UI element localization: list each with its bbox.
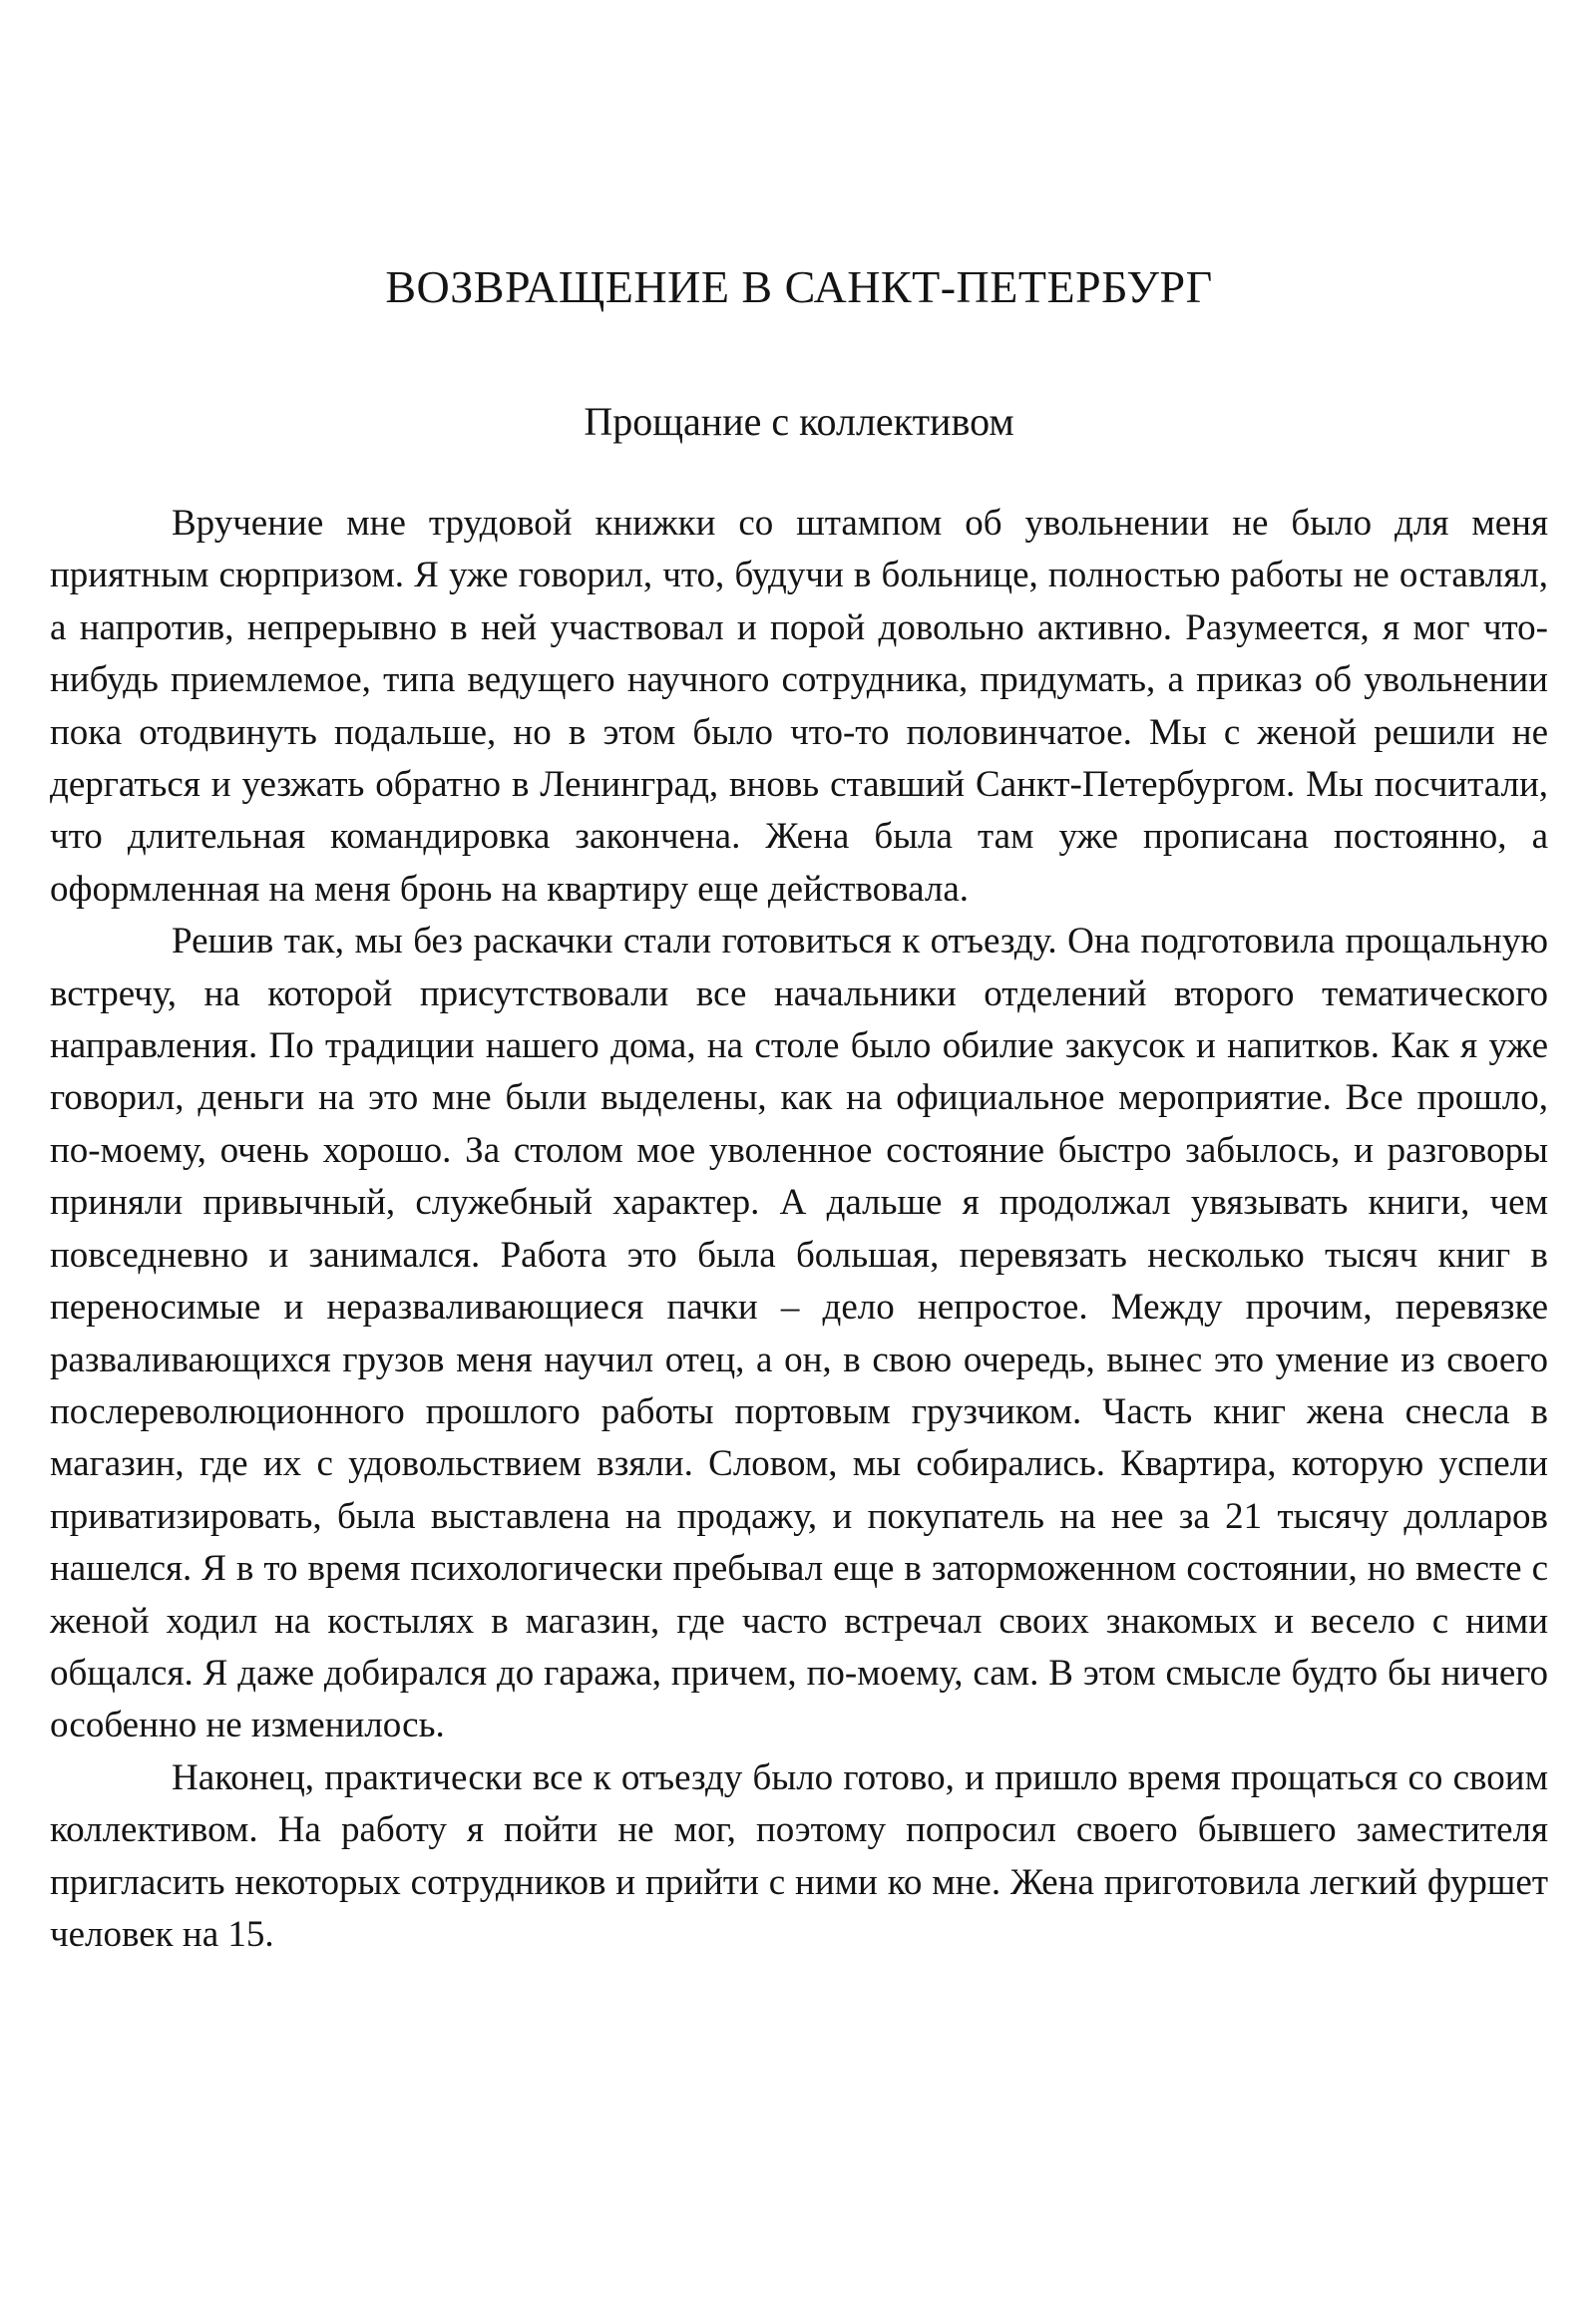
book-page [50,0,1548,2311]
section-title: Прощание с коллективом [584,399,1014,444]
paragraph-1: Вручение мне трудовой книжки со штампом об увольнении не было для меня приятным сюрпризом. Я уже говорил, что, будучи в больнице, полностью работы не оставлял, а напротив, непрерывно в ней участвовал и порой довольно активно. Разумеется, я мог что-нибудь приемлемое, типа ведущего научного сотрудника, придумать, а приказ об увольнении пока отодвинуть подальше, но в этом было что-то половинчатое. Мы с женой решили не дергаться и уезжать обратно в Ленинград, вновь ставший Санкт-Петербургом. Мы посчитали, что длительная командировка закончена. Жена была там уже прописана постоянно, а оформленная на меня бронь на квартиру еще действовала. [50,503,1548,910]
body-text [50,498,1548,1961]
paragraph-3: Наконец, практически все к отъезду было готово, и пришло время прощаться со своим коллективом. На работу я пойти не мог, поэтому попросил своего бывшего заместителя пригласить некоторых сотрудников и прийти с ними ко мне. Жена приготовила легкий фуршет человек на 15. [50,1756,1548,1955]
paragraph-2: Решив так, мы без раскачки стали готовиться к отъезду. Она подготовила прощальную встречу, на которой присутствовали все начальники отделений второго тематического направления. По традиции нашего дома, на столе было обилие закусок и напитков. Как я уже говорил, деньги на это мне были выделены, как на официальное мероприятие. Все прошло, по-моему, очень хорошо. За столом мое уволенное состояние быстро забылось, и разговоры приняли привычный, служебный характер. А дальше я продолжал увязывать книги, чем повседневно и занимался. Работа это была большая, перевязать несколько тысяч книг в переносимые и неразваливающиеся пачки – дело непростое. Между прочим, перевязке разваливающихся грузов меня научил отец, а он, в свою очередь, вынес это умение из своего послереволюционного прошлого работы портовым грузчиком. Часть книг жена снесла в магазин, где их с удовольствием взяли. Словом, мы собирались. Квартира, которую успели приватизировать, была выставлена на продажу, и покупатель на нее за 21 тысячу долларов нашелся. Я в то время психологически пребывал еще в заторможенном состоянии, но вместе с женой ходил на костылях в магазин, где часто встречал своих знакомых и весело с ними общался. Я даже добирался до гаража, причем, по-моему, сам. В этом смысле будто бы ничего особенно не изменилось. [50,921,1548,1746]
chapter-title: ВОЗВРАЩЕНИЕ В САНКТ-ПЕТЕРБУРГ [385,261,1213,312]
